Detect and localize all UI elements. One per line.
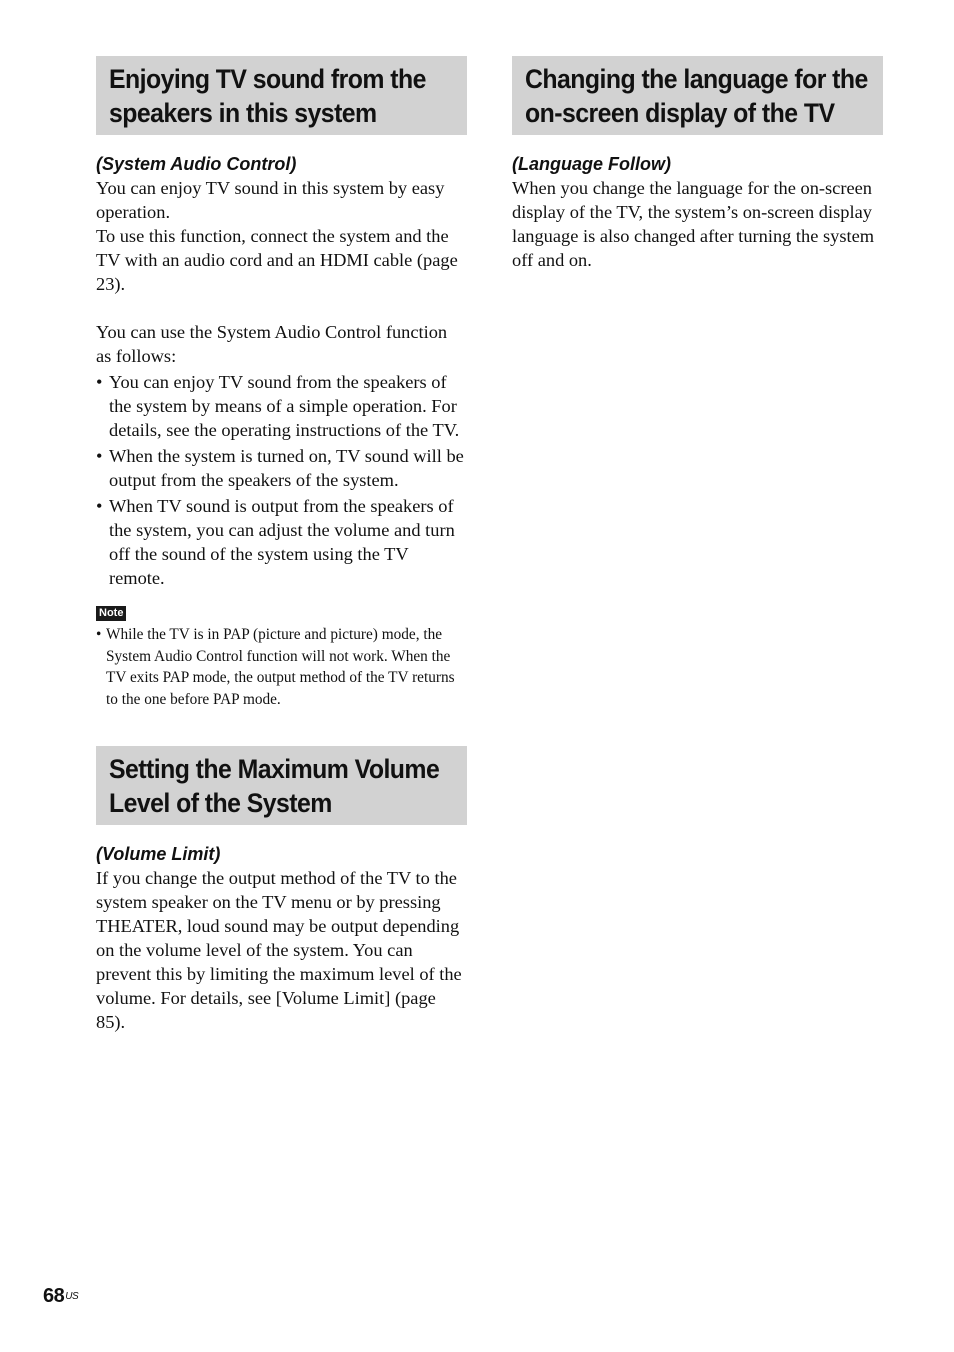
- section-subtitle: (System Audio Control): [96, 154, 297, 174]
- note-badge: Note: [96, 606, 126, 621]
- section-heading-system-audio: [96, 56, 467, 135]
- section-title: [525, 62, 868, 130]
- note-text-content: While the TV is in PAP (picture and picture) mode, the System Audio Control function will not work. When the TV exits PAP mode, the output method of the TV returns to the one before PAP mode.: [106, 626, 455, 708]
- paragraph: If you change the output method of the TV to the system speaker on the TV menu or by pressing THEATER, loud sound may be output depending on the volume level of the system. You can prevent this by limiting the maximum level of the volume. For details, see [Volume Limit] (page 85).: [96, 868, 462, 1032]
- paragraph: You can enjoy TV sound in this system by easy operation.: [96, 178, 445, 222]
- title-line-2: speakers in this system: [109, 98, 377, 128]
- list-item-text: When the system is turned on, TV sound will be output from the speakers of the system.: [109, 446, 464, 490]
- right-column: [512, 56, 883, 272]
- title-line-2: on-screen display of the TV: [525, 98, 835, 128]
- note-text: [96, 624, 467, 710]
- paragraph: When you change the language for the on-screen display of the TV, the system’s on-screen display language is also changed after turning the system off and on.: [512, 178, 875, 270]
- bullet-icon: •: [96, 446, 103, 466]
- title-line-2: Level of the System: [109, 788, 332, 818]
- paragraph: You can use the System Audio Control function as follows:: [96, 322, 448, 366]
- bullet-icon: •: [96, 372, 103, 392]
- list-item: [96, 494, 467, 590]
- paragraph: To use this function, connect the system and the TV with an audio cord and an HDMI cable (page 23).: [96, 226, 458, 294]
- bullet-icon: •: [96, 496, 103, 516]
- page-number-value: 68: [43, 1285, 65, 1307]
- title-line-1: Changing the language for the: [525, 64, 868, 94]
- title-line-1: Enjoying TV sound from the: [109, 64, 426, 94]
- section-subtitle: (Language Follow): [512, 154, 671, 174]
- section-heading-language-follow: [512, 56, 883, 135]
- section-heading-volume-limit: [96, 746, 467, 825]
- section-title: [109, 752, 440, 820]
- bullet-icon: •: [96, 626, 102, 643]
- list-item-text: You can enjoy TV sound from the speakers of the system by means of a simple operation. For details, see the operating instructions of the TV.: [109, 372, 460, 440]
- list-item: [96, 444, 467, 492]
- page-number: [43, 1284, 78, 1308]
- section-title: [109, 62, 425, 130]
- page-region-suffix: US: [65, 1291, 79, 1302]
- spacer: [96, 296, 467, 320]
- list-item: [96, 370, 467, 442]
- title-line-1: Setting the Maximum Volume: [109, 754, 440, 784]
- bullet-list: [96, 370, 467, 590]
- spacer: [96, 710, 467, 746]
- section-subtitle: (Volume Limit): [96, 844, 221, 864]
- list-item-text: When TV sound is output from the speakers of the system, you can adjust the volume and turn off the sound of the system using the TV remote.: [109, 496, 455, 588]
- left-column: [96, 56, 467, 1034]
